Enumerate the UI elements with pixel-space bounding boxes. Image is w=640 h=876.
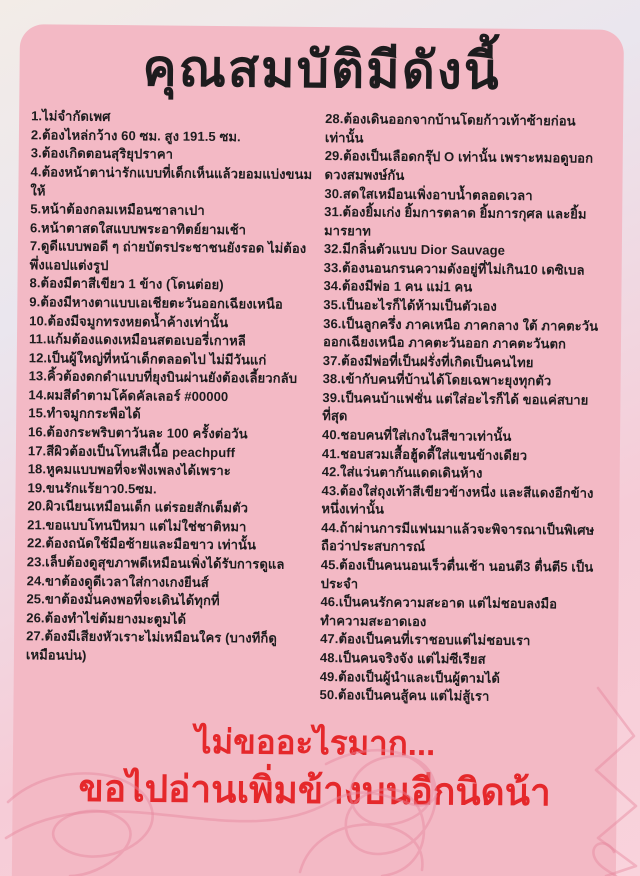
list-item: 50.ต้องเป็นคนสู้คน แต่ไม่สู้เรา <box>319 687 490 704</box>
list-item: 36.เป็นลูกครึ่ง ภาคเหนือ ภาคกลาง ใต้ ภาคตะวันออกเฉียงเหนือ ภาคตะวันออก ภาคตะวันตก <box>322 315 599 352</box>
list-item: 29.ต้องเป็นเลือดกรุ๊ป O เท่านั้น เพราะหมอดูบอก ดวงสมพงษ์กัน <box>324 148 594 183</box>
list-item: 23.เล็บต้องดูสุขภาพดีเหมือนเพิ่งได้รับการดูแล <box>26 554 285 572</box>
list-item: 3.ต้องเกิดตอนสุริยุปราคา <box>30 145 174 162</box>
list-item: 18.หูคมแบบพอที่จะฟังเพลงได้เพราะ <box>27 461 231 479</box>
list-item: 12.เป็นผู้ใหญ่ที่หน้าเด็กตลอดไป ไม่มีวันแก่ <box>28 349 267 368</box>
list-item: 45.ต้องเป็นคนนอนเร็วตื่นเช้า นอนตี3 ตื่นตี5 เป็นประจำ <box>320 557 594 592</box>
list-item: 7.ดูดีแบบพอดี ๆ ถ่ายบัตรประชาชนยังรอด ไม่ต้องพึ่งแอปแต่งรูป <box>29 238 307 273</box>
list-item: 43.ต้องใส่ถุงเท้าสีเขียวข้างหนึ่ง และสีแดงอีกข้างหนึ่งเท่านั้น <box>321 482 594 517</box>
list-item: 25.ขาต้องมั่นคงพอที่จะเดินได้ทุกที่ <box>26 591 220 609</box>
list-item: 22.ต้องถนัดใช้มือซ้ายและมือขาว เท่านั้น <box>26 535 257 553</box>
poster-title: คุณสมบัติมีดังนี้ <box>142 39 501 100</box>
list-item: 10.ต้องมีจมูกทรงหยดน้ำค้างเท่านั้น <box>29 312 229 330</box>
list-item: 16.ต้องกระพริบตาวันละ 100 ครั้งต่อวัน <box>28 424 248 442</box>
list-item: 2.ต้องไหล่กว้าง 60 ซม. สูง 191.5 ซม. <box>30 126 241 144</box>
list-item: 13.คิ้วต้องดกดำแบบที่ยุงบินผ่านยังต้องเลี้ยวกลับ <box>28 368 298 387</box>
qualifications-list <box>14 101 624 707</box>
footer-line-1: ไม่ขออะไรมาก... <box>194 722 436 762</box>
list-item: 47.ต้องเป็นคนที่เราชอบแต่ไม่ชอบเรา <box>320 631 531 649</box>
left-column <box>26 107 316 704</box>
list-item: 44.ถ้าผ่านการมีแฟนมาแล้วจะพิจารณาเป็นพิเศษถือว่าประสบการณ์ <box>320 519 595 555</box>
list-item: 19.ขนรักแร้ยาว0.5ซม. <box>27 479 157 497</box>
list-item: 30.สดใสเหมือนเพิ่งอาบน้ำตลอดเวลา <box>324 185 533 203</box>
list-item: 21.ขอแบบโทนปีหมา แต่ไม่ใช่ชาติหมา <box>27 517 247 535</box>
footer-message <box>12 716 617 818</box>
list-item: 27.ต้องมีเสียงหัวเราะไม่เหมือนใคร (บางทีก็ดูเหมือนบ่น) <box>25 628 277 663</box>
list-item: 17.สีผิวต้องเป็นโทนสีเนื้อ peachpuff <box>27 442 236 460</box>
list-item: 38.เข้ากับคนที่บ้านได้โดยเฉพาะยุงทุกตัว <box>322 371 552 389</box>
list-item: 35.เป็นอะไรก็ได้ห้ามเป็นตัวเอง <box>323 296 497 314</box>
list-item: 48.เป็นคนจริงจัง แต่ไม่ซีเรียส <box>319 649 486 667</box>
list-item: 5.หน้าต้องกลมเหมือนซาลาเปา <box>30 201 205 218</box>
list-item: 9.ต้องมีหางตาแบบเอเชียตะวันออกเฉียงเหนือ <box>29 294 283 312</box>
list-item: 37.ต้องมีพ่อที่เป็นฝรั่งที่เกิดเป็นคนไทย <box>322 352 534 370</box>
list-item: 20.ผิวเนียนเหมือนเด็ก แต่รอยสักเต็มตัว <box>27 498 249 516</box>
list-item: 6.หน้าตาสดใสแบบพระอาทิตย์ยามเช้า <box>29 219 247 237</box>
footer-line-2: ขอไปอ่านเพิ่มข้างบนอีกนิดน้า <box>78 767 551 813</box>
list-item: 46.เป็นคนรักความสะอาด แต่ไม่ชอบลงมือทำความสะอาดเอง <box>320 594 558 629</box>
list-item: 41.ชอบสวมเสื้อฮู้ดดี้ใส่แขนข้างเดียว <box>321 445 528 463</box>
list-item: 40.ชอบคนที่ใส่เกงในสีขาวเท่านั้น <box>322 427 512 444</box>
list-item: 32.มีกลิ่นตัวแบบ Dior Sauvage <box>323 241 506 259</box>
qualifications-card <box>12 24 624 876</box>
list-item: 34.ต้องมีพ่อ 1 คน แม่1 คน <box>323 278 473 295</box>
list-item: 4.ต้องหน้าตาน่ารักแบบที่เด็กเห็นแล้วยอมแบ่งขนมให้ <box>30 164 313 198</box>
right-column <box>319 110 609 707</box>
list-item: 33.ต้องนอนกรนความดังอยู่ที่ไม่เกิน10 เดซิเบล <box>323 259 585 278</box>
list-item: 15.ทำจมูกกระพือได้ <box>28 405 141 422</box>
list-item: 31.ต้องยิ้มเก่ง ยิ้มการตลาด ยิ้มการกุศล และยิ้มมารยาท <box>323 204 587 239</box>
list-item: 49.ต้องเป็นผู้นำและเป็นผู้ตามได้ <box>319 668 501 686</box>
list-item: 1.ไม่จำกัดเพศ <box>31 108 111 125</box>
list-item: 24.ขาต้องดูดีเวลาใส่กางเกงยีนส์ <box>26 572 209 590</box>
list-item: 26.ต้องทำไข่ต้มยางมะตูมได้ <box>26 609 187 627</box>
list-item: 14.ผมสีดำตามโค้ดคัลเลอร์ #00000 <box>28 387 229 404</box>
list-item: 39.เป็นคนบ้าแฟชั่น แต่ใส่อะไรก็ได้ ขอแค่สบายที่สุด <box>322 389 589 424</box>
list-item: 8.ต้องมีตาสีเขียว 1 ข้าง (โดนต่อย) <box>29 275 224 293</box>
list-item: 42.ใส่แว่นตากันแดดเดินห้าง <box>321 464 483 481</box>
list-item: 28.ต้องเดินออกจากบ้านโดยก้าวเท้าซ้ายก่อน เท่านั้น <box>324 111 576 146</box>
list-item: 11.แก้มต้องแดงเหมือนสตอเบอรี่เกาหลี <box>28 331 246 349</box>
